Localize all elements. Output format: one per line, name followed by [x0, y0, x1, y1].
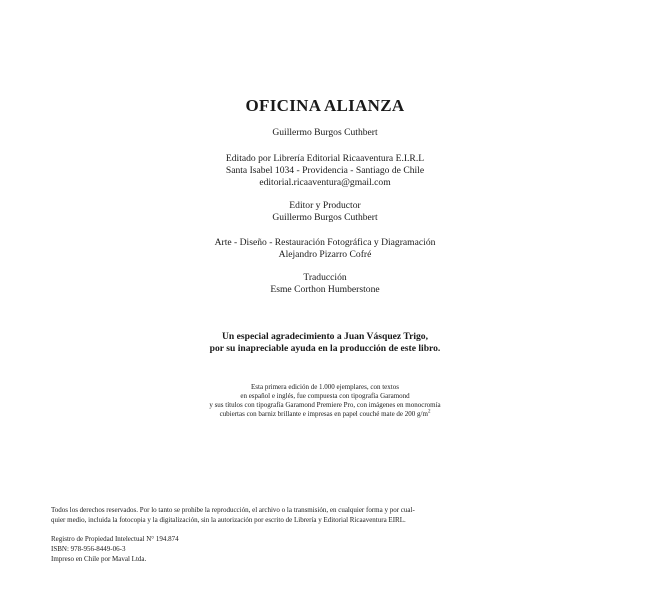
- colophon-line: y sus títulos con tipografía Garamond Premiere Pro, con imágenes en monocromía: [209, 401, 441, 409]
- colophon-line-text: cubiertas con barniz brillante e impresas en papel couché mate de 200 g/m: [219, 410, 428, 418]
- publisher-email: editorial.ricaaventura@gmail.com: [259, 177, 391, 188]
- acknowledgement-line: por su inapreciable ayuda en la producción de este libro.: [209, 343, 441, 354]
- acknowledgement-block: [0, 331, 650, 355]
- editor-block: [0, 200, 650, 224]
- design-name: Alejandro Pizarro Cofré: [278, 249, 372, 260]
- design-role: Arte - Diseño - Restauración Fotográfica y Diagramación: [214, 237, 436, 248]
- book-title: OFICINA ALIANZA: [245, 96, 405, 115]
- colophon-line: Esta primera edición de 1.000 ejemplares, con textos: [251, 383, 399, 391]
- translation-role: Traducción: [303, 272, 347, 283]
- colophon-block: [0, 383, 650, 419]
- colophon-line: en español e inglés, fue compuesta con tipografía Garamond: [240, 392, 410, 400]
- publisher-line: Editado por Librería Editorial Ricaaventura E.I.R.L: [225, 153, 425, 164]
- registration-number: Registro de Propiedad Intelectual N° 194.874: [51, 535, 179, 543]
- publisher-block: [0, 153, 650, 189]
- design-block: [0, 237, 650, 261]
- rights-line: Todos los derechos reservados. Por lo tanto se prohibe la reproducción, el archivo o la transmisión, en cualquier forma y por cual-: [51, 506, 415, 514]
- translation-block: [0, 272, 650, 296]
- editor-role: Editor y Productor: [289, 200, 361, 211]
- printer-note: Impreso en Chile por Maval Ltda.: [51, 555, 147, 563]
- acknowledgement-line: Un especial agradecimiento a Juan Vásquez Trigo,: [222, 331, 428, 342]
- superscript: 2: [427, 409, 431, 415]
- registration-block: [51, 534, 471, 564]
- colophon-line: [0, 410, 650, 419]
- publisher-address: Santa Isabel 1034 - Providencia - Santiago de Chile: [225, 165, 425, 176]
- isbn: ISBN: 978-956-8449-06-3: [51, 545, 126, 553]
- author-name: Guillermo Burgos Cuthbert: [272, 127, 378, 138]
- translation-name: Esme Corthon Humberstone: [270, 284, 380, 295]
- rights-line: quier medio, incluida la fotocopia y la digitalización, sin la autorización por escrito de Librería y Editorial Ricaaventura EIRL.: [51, 516, 406, 524]
- rights-notice: [51, 505, 471, 525]
- editor-name: Guillermo Burgos Cuthbert: [272, 212, 378, 223]
